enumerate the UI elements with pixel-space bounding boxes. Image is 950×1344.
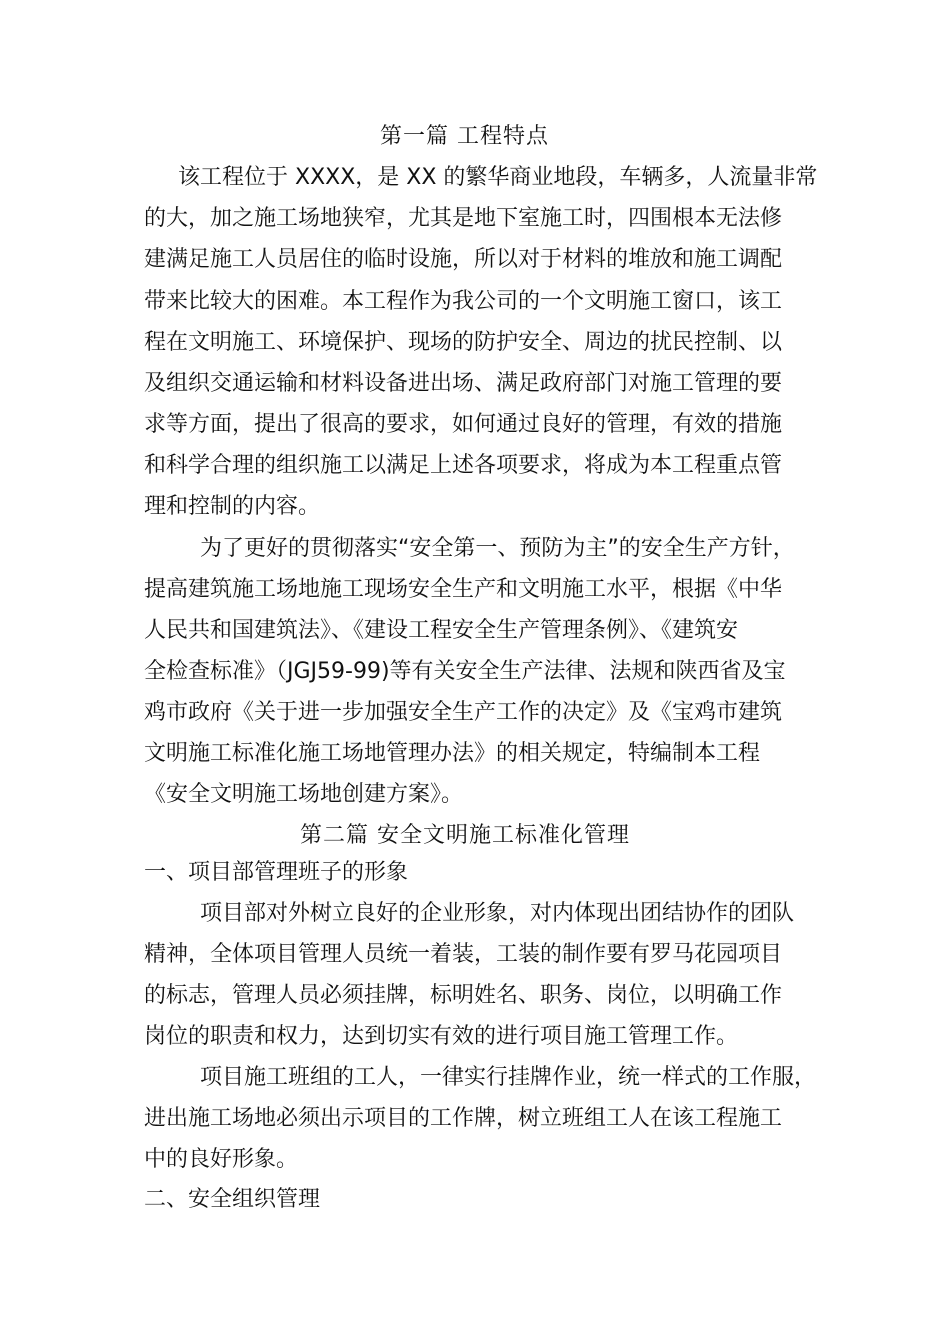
part1-paragraph2-line-1: 为了更好的贯彻落实“安全第一、预防为主”的安全生产方针， <box>200 536 795 561</box>
part1-paragraph2-line-7: 《安全文明施工场地创建方案》。 <box>144 782 464 807</box>
part2-paragraph1-line-4: 岗位的职责和权力，达到切实有效的进行项目施工管理工作。 <box>144 1024 739 1049</box>
part1-paragraph1-line-6: 及组织交通运输和材料设备进出场、满足政府部门对施工管理的要 <box>144 371 783 396</box>
part1-paragraph1-line-2: 的大，加之施工场地狭窄，尤其是地下室施工时，四围根本无法修 <box>144 206 783 231</box>
part1-paragraph2-line-6: 文明施工标准化施工场地管理办法》的相关规定，特编制本工程 <box>144 741 761 766</box>
part1-paragraph1-line-9: 理和控制的内容。 <box>144 494 321 519</box>
part2-paragraph2-line-3: 中的良好形象。 <box>144 1147 299 1172</box>
section2-heading: 二、安全组织管理 <box>144 1187 321 1212</box>
part1-paragraph1-line-3: 建满足施工人员居住的临时设施，所以对于材料的堆放和施工调配 <box>144 247 783 272</box>
part1-paragraph1-line-4: 带来比较大的困难。本工程作为我公司的一个文明施工窗口，该工 <box>144 289 783 314</box>
section1-heading: 一、项目部管理班子的形象 <box>144 860 409 885</box>
part1-paragraph1-line-8: 和科学合理的组织施工以满足上述各项要求，将成为本工程重点管 <box>144 453 783 478</box>
part2-paragraph2-line-2: 进出施工场地必须出示项目的工作牌，树立班组工人在该工程施工 <box>144 1106 783 1131</box>
part1-paragraph2-line-5: 鸡市政府《关于进一步加强安全生产工作的决定》及《宝鸡市建筑 <box>144 700 783 725</box>
part2-paragraph2-line-1: 项目施工班组的工人，一律实行挂牌作业，统一样式的工作服， <box>200 1065 817 1090</box>
part2-paragraph1-line-3: 的标志，管理人员必须挂牌，标明姓名、职务、岗位，以明确工作 <box>144 983 783 1008</box>
part2-paragraph1-line-1: 项目部对外树立良好的企业形象，对内体现出团结协作的团队 <box>200 901 795 926</box>
part1-paragraph1-line-7: 求等方面，提出了很高的要求，如何通过良好的管理，有效的措施 <box>144 412 783 437</box>
part2-paragraph1-line-2: 精神，全体项目管理人员统一着装，工装的制作要有罗马花园项目 <box>144 942 783 967</box>
part1-paragraph1-line-5: 程在文明施工、环境保护、现场的防护安全、周边的扰民控制、以 <box>144 330 783 355</box>
part2-heading: 第二篇 安全文明施工标准化管理 <box>300 823 630 848</box>
part1-paragraph1-line-1: 该工程位于 XXXX，是 XX 的繁华商业地段，车辆多，人流量非常 <box>178 165 818 190</box>
part1-paragraph2-line-4: 全检查标准》（JGJ59-99)等有关安全生产法律、法规和陕西省及宝 <box>144 659 786 684</box>
part1-paragraph2-line-3: 人民共和国建筑法》、《建设工程安全生产管理条例》、《建筑安 <box>144 618 739 643</box>
part1-heading: 第一篇 工程特点 <box>380 124 549 149</box>
part1-paragraph2-line-2: 提高建筑施工场地施工现场安全生产和文明施工水平，根据《中华 <box>144 577 783 602</box>
